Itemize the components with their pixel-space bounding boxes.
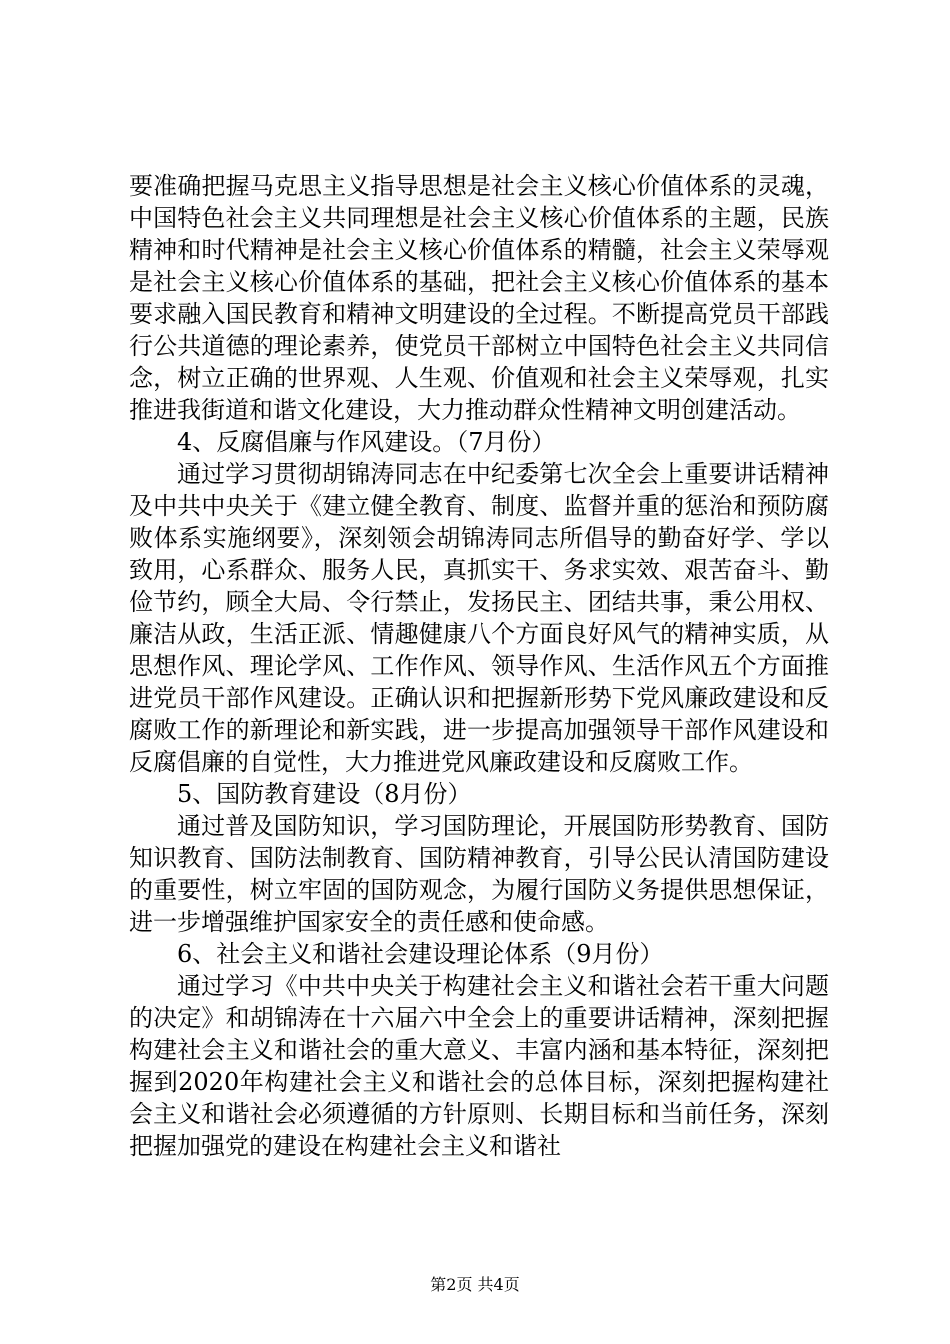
page-number-footer: 第2页 共4页 (430, 1275, 520, 1294)
document-body (129, 170, 829, 1162)
paragraph-section-4: 通过学习贯彻胡锦涛同志在中纪委第七次全会上重要讲话精神及中共中央关于《建立健全教育、制度、监督并重的惩治和预防腐败体系实施纲要》，深刻领会胡锦涛同志所倡导的勤奋好学、学以致用，心系群众、服务人民，真抓实干、务求实效、艰苦奋斗、勤俭节约，顾全大局、令行禁止，发扬民主、团结共事，秉公用权、廉洁从政，生活正派、情趣健康八个方面良好风气的精神实质，从思想作风、理论学风、工作作风、领导作风、生活作风五个方面推进党员干部作风建设。正确认识和把握新形势下党风廉政建设和反腐败工作的新理论和新实践，进一步提高加强领导干部作风建设和反腐倡廉的自觉性，大力推进党风廉政建设和反腐败工作。 (129, 460, 829, 776)
paragraph-section-5: 通过普及国防知识，学习国防理论，开展国防形势教育、国防知识教育、国防法制教育、国防精神教育，引导公民认清国防建设的重要性，树立牢固的国防观念，为履行国防义务提供思想保证，进一步增强维护国家安全的责任感和使命感。 (129, 812, 829, 936)
paragraph-continuation: 要准确把握马克思主义指导思想是社会主义核心价值体系的灵魂，中国特色社会主义共同理想是社会主义核心价值体系的主题，民族精神和时代精神是社会主义核心价值体系的精髓，社会主义荣辱观是社会主义核心价值体系的基础，把社会主义核心价值体系的基本要求融入国民教育和精神文明建设的全过程。不断提高党员干部践行公共道德的理论素养，使党员干部树立中国特色社会主义共同信念，树立正确的世界观、人生观、价值观和社会主义荣辱观，扎实推进我街道和谐文化建设，大力推动群众性精神文明创建活动。 (129, 172, 829, 424)
paragraph-section-6: 通过学习《中共中央关于构建社会主义和谐社会若干重大问题的决定》和胡锦涛在十六届六中全会上的重要讲话精神，深刻把握构建社会主义和谐社会的重大意义、丰富内涵和基本特征，深刻把握到2020年构建社会主义和谐社会的总体目标，深刻把握构建社会主义和谐社会必须遵循的方针原则、长期目标和当前任务，深刻把握加强党的建设在构建社会主义和谐社 (129, 972, 829, 1160)
section-heading-5: 5、国防教育建设（8月份） (177, 780, 472, 808)
section-heading-6: 6、社会主义和谐社会建设理论体系（9月份） (177, 940, 664, 968)
section-heading-4: 4、反腐倡廉与作风建设。（7月份） (177, 428, 556, 456)
